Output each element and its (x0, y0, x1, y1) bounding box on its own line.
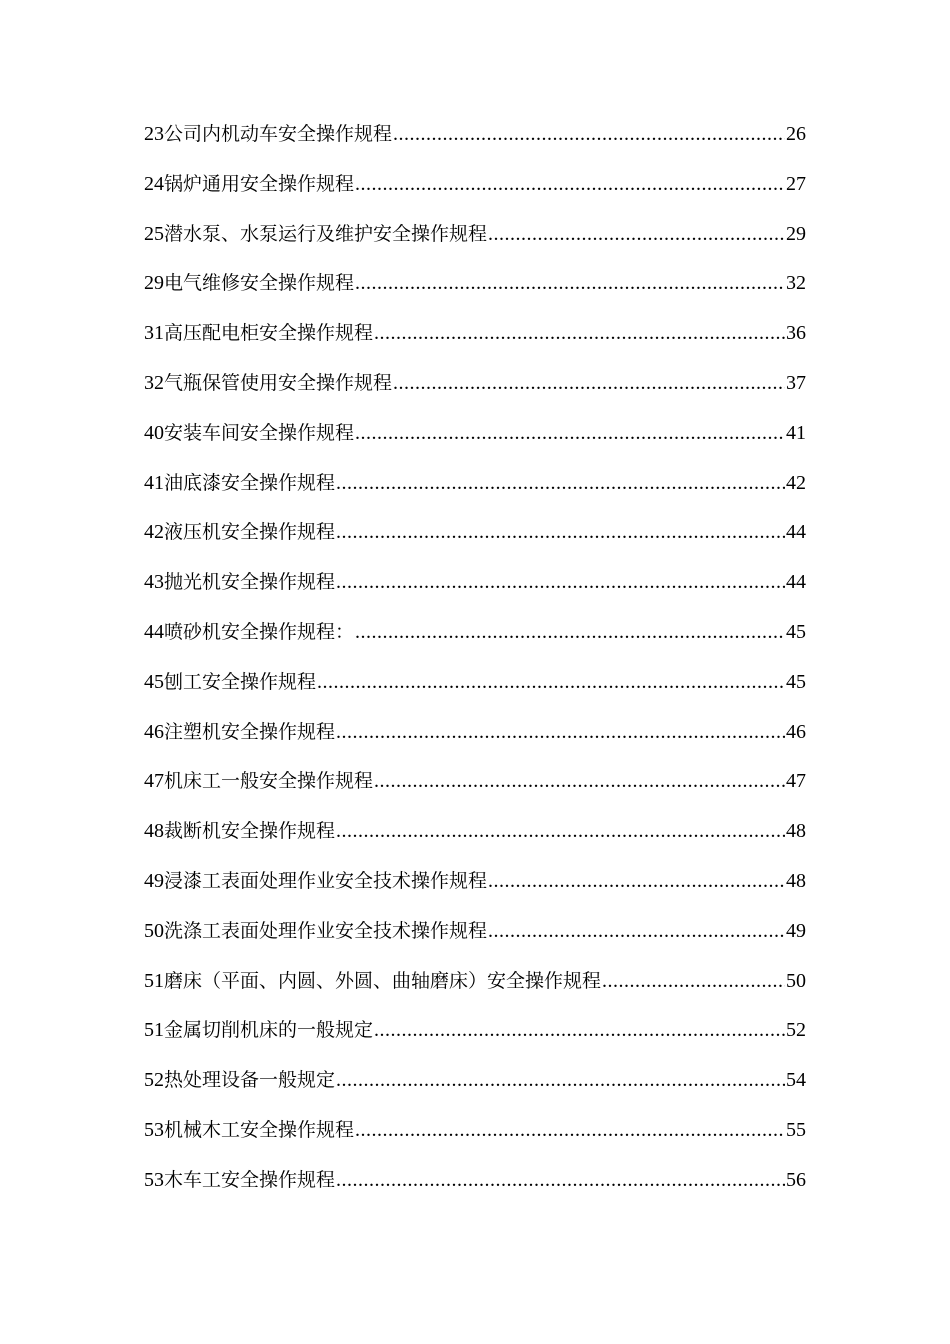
toc-entry-title (144, 658, 316, 708)
toc-entry-title (144, 1006, 373, 1056)
toc-entry-title (144, 558, 335, 608)
toc-entry-page-number: 45 (786, 620, 806, 643)
toc-dot-leader (374, 1006, 785, 1056)
toc-dot-leader (336, 558, 785, 608)
toc-entry-page-number: 41 (786, 421, 806, 444)
toc-entry-title (144, 160, 354, 210)
toc-entry-number: 42 (144, 521, 164, 544)
toc-entry-number: 44 (144, 620, 164, 643)
toc-entry-page-number: 26 (786, 123, 806, 145)
toc-entry-title (144, 608, 354, 658)
toc-entry-page-number: 42 (786, 471, 806, 494)
toc-entry[interactable] (144, 1006, 806, 1056)
toc-dot-leader (393, 110, 785, 160)
toc-entry-text: 热处理设备一般规定 (164, 1069, 336, 1092)
toc-entry-number: 24 (144, 172, 164, 195)
toc-entry-page-number: 36 (786, 322, 806, 345)
toc-entry-text: 潜水泵、水泵运行及维护安全操作规程 (164, 222, 488, 245)
toc-dot-leader (488, 907, 785, 957)
toc-entry[interactable] (144, 658, 806, 708)
toc-dot-leader (355, 259, 785, 309)
toc-dot-leader (336, 508, 785, 558)
toc-entry-title (144, 359, 392, 409)
toc-entry[interactable] (144, 210, 806, 260)
toc-entry-page-number: 49 (786, 919, 806, 942)
toc-entry-page-number: 54 (786, 1069, 806, 1092)
toc-entry-number: 32 (144, 371, 164, 394)
toc-entry-title (144, 409, 354, 459)
toc-entry[interactable] (144, 508, 806, 558)
toc-entry-text: 裁断机安全操作规程 (164, 820, 336, 843)
toc-entry[interactable] (144, 1056, 806, 1106)
table-of-contents (144, 110, 806, 1206)
toc-entry-title (144, 807, 335, 857)
toc-entry[interactable] (144, 160, 806, 210)
toc-entry-page-number: 55 (786, 1118, 806, 1141)
toc-entry[interactable] (144, 1106, 806, 1156)
toc-entry-number: 40 (144, 421, 164, 444)
toc-entry-title (144, 857, 487, 907)
toc-dot-leader (393, 359, 785, 409)
toc-entry-page-number: 46 (786, 720, 806, 743)
toc-entry-text: 机械木工安全操作规程 (164, 1118, 355, 1141)
toc-entry-page-number: 45 (786, 670, 806, 693)
toc-entry-number: 43 (144, 571, 164, 594)
toc-entry-number: 46 (144, 720, 164, 743)
toc-entry-text: 注塑机安全操作规程 (164, 720, 336, 743)
toc-entry-text: 木车工安全操作规程 (164, 1168, 336, 1191)
toc-dot-leader (355, 160, 785, 210)
toc-dot-leader (336, 708, 785, 758)
toc-entry-text: 喷砂机安全操作规程： (164, 620, 355, 643)
toc-entry-text: 油底漆安全操作规程 (164, 471, 336, 494)
toc-entry-number: 52 (144, 1069, 164, 1092)
toc-entry[interactable] (144, 807, 806, 857)
toc-dot-leader (336, 459, 785, 509)
toc-entry[interactable] (144, 608, 806, 658)
toc-entry-text: 抛光机安全操作规程 (164, 571, 336, 594)
toc-entry[interactable] (144, 1156, 806, 1206)
toc-dot-leader (374, 757, 785, 807)
toc-dot-leader (355, 608, 785, 658)
toc-entry-title (144, 957, 601, 1007)
toc-entry-title (144, 309, 373, 359)
toc-entry-title (144, 757, 373, 807)
toc-entry-text: 电气维修安全操作规程 (164, 272, 355, 295)
toc-entry-title (144, 459, 335, 509)
toc-entry-page-number: 52 (786, 1019, 806, 1042)
toc-entry-page-number: 32 (786, 272, 806, 295)
toc-entry-text: 气瓶保管使用安全操作规程 (164, 371, 393, 394)
toc-entry[interactable] (144, 957, 806, 1007)
toc-dot-leader (488, 210, 785, 260)
toc-dot-leader (336, 1156, 785, 1206)
toc-dot-leader (488, 857, 785, 907)
toc-entry[interactable] (144, 757, 806, 807)
toc-entry-number: 53 (144, 1168, 164, 1191)
toc-entry-text: 刨工安全操作规程 (164, 670, 317, 693)
toc-entry[interactable] (144, 110, 806, 160)
toc-dot-leader (355, 1106, 785, 1156)
toc-entry[interactable] (144, 259, 806, 309)
toc-entry-text: 安装车间安全操作规程 (164, 421, 355, 444)
toc-entry-page-number: 56 (786, 1168, 806, 1191)
toc-entry-number: 41 (144, 471, 164, 494)
toc-entry-title (144, 708, 335, 758)
toc-entry[interactable] (144, 708, 806, 758)
toc-entry-number: 23 (144, 123, 164, 145)
toc-entry-number: 31 (144, 322, 164, 345)
toc-entry-text: 洗涤工表面处理作业安全技术操作规程 (164, 919, 488, 942)
toc-entry-text: 机床工一般安全操作规程 (164, 770, 374, 793)
toc-entry-page-number: 44 (786, 521, 806, 544)
toc-entry-title (144, 259, 354, 309)
toc-dot-leader (317, 658, 785, 708)
toc-entry-title (144, 1106, 354, 1156)
toc-entry-number: 47 (144, 770, 164, 793)
toc-dot-leader (336, 807, 785, 857)
toc-dot-leader (602, 957, 785, 1007)
toc-entry-number: 53 (144, 1118, 164, 1141)
toc-entry-page-number: 48 (786, 820, 806, 843)
toc-entry[interactable] (144, 459, 806, 509)
toc-dot-leader (336, 1056, 785, 1106)
toc-entry-text: 金属切削机床的一般规定 (164, 1019, 374, 1042)
toc-entry-text: 公司内机动车安全操作规程 (164, 123, 393, 145)
toc-entry-page-number: 29 (786, 222, 806, 245)
toc-entry-title (144, 110, 392, 160)
toc-entry[interactable] (144, 409, 806, 459)
toc-entry-number: 45 (144, 670, 164, 693)
toc-entry[interactable] (144, 907, 806, 957)
toc-entry-page-number: 27 (786, 172, 806, 195)
toc-entry-title (144, 1056, 335, 1106)
toc-dot-leader (374, 309, 785, 359)
toc-entry[interactable] (144, 558, 806, 608)
toc-entry-number: 51 (144, 1019, 164, 1042)
toc-entry[interactable] (144, 359, 806, 409)
toc-entry-number: 51 (144, 969, 164, 992)
toc-entry-page-number: 50 (786, 969, 806, 992)
toc-entry-text: 高压配电柜安全操作规程 (164, 322, 374, 345)
toc-entry-page-number: 37 (786, 371, 806, 394)
toc-entry-text: 锅炉通用安全操作规程 (164, 172, 355, 195)
toc-entry-title (144, 210, 487, 260)
toc-entry-page-number: 44 (786, 571, 806, 594)
toc-entry-page-number: 47 (786, 770, 806, 793)
toc-entry-number: 25 (144, 222, 164, 245)
toc-entry-number: 49 (144, 869, 164, 892)
toc-entry-title (144, 907, 487, 957)
toc-entry-text: 浸漆工表面处理作业安全技术操作规程 (164, 869, 488, 892)
toc-entry[interactable] (144, 857, 806, 907)
toc-entry-page-number: 48 (786, 869, 806, 892)
toc-entry-number: 29 (144, 272, 164, 295)
toc-entry-number: 50 (144, 919, 164, 942)
toc-entry-title (144, 1156, 335, 1206)
toc-entry-text: 液压机安全操作规程 (164, 521, 336, 544)
toc-entry-title (144, 508, 335, 558)
toc-dot-leader (355, 409, 785, 459)
toc-entry[interactable] (144, 309, 806, 359)
toc-entry-number: 48 (144, 820, 164, 843)
toc-entry-text: 磨床（平面、内圆、外圆、曲轴磨床）安全操作规程 (164, 969, 602, 992)
